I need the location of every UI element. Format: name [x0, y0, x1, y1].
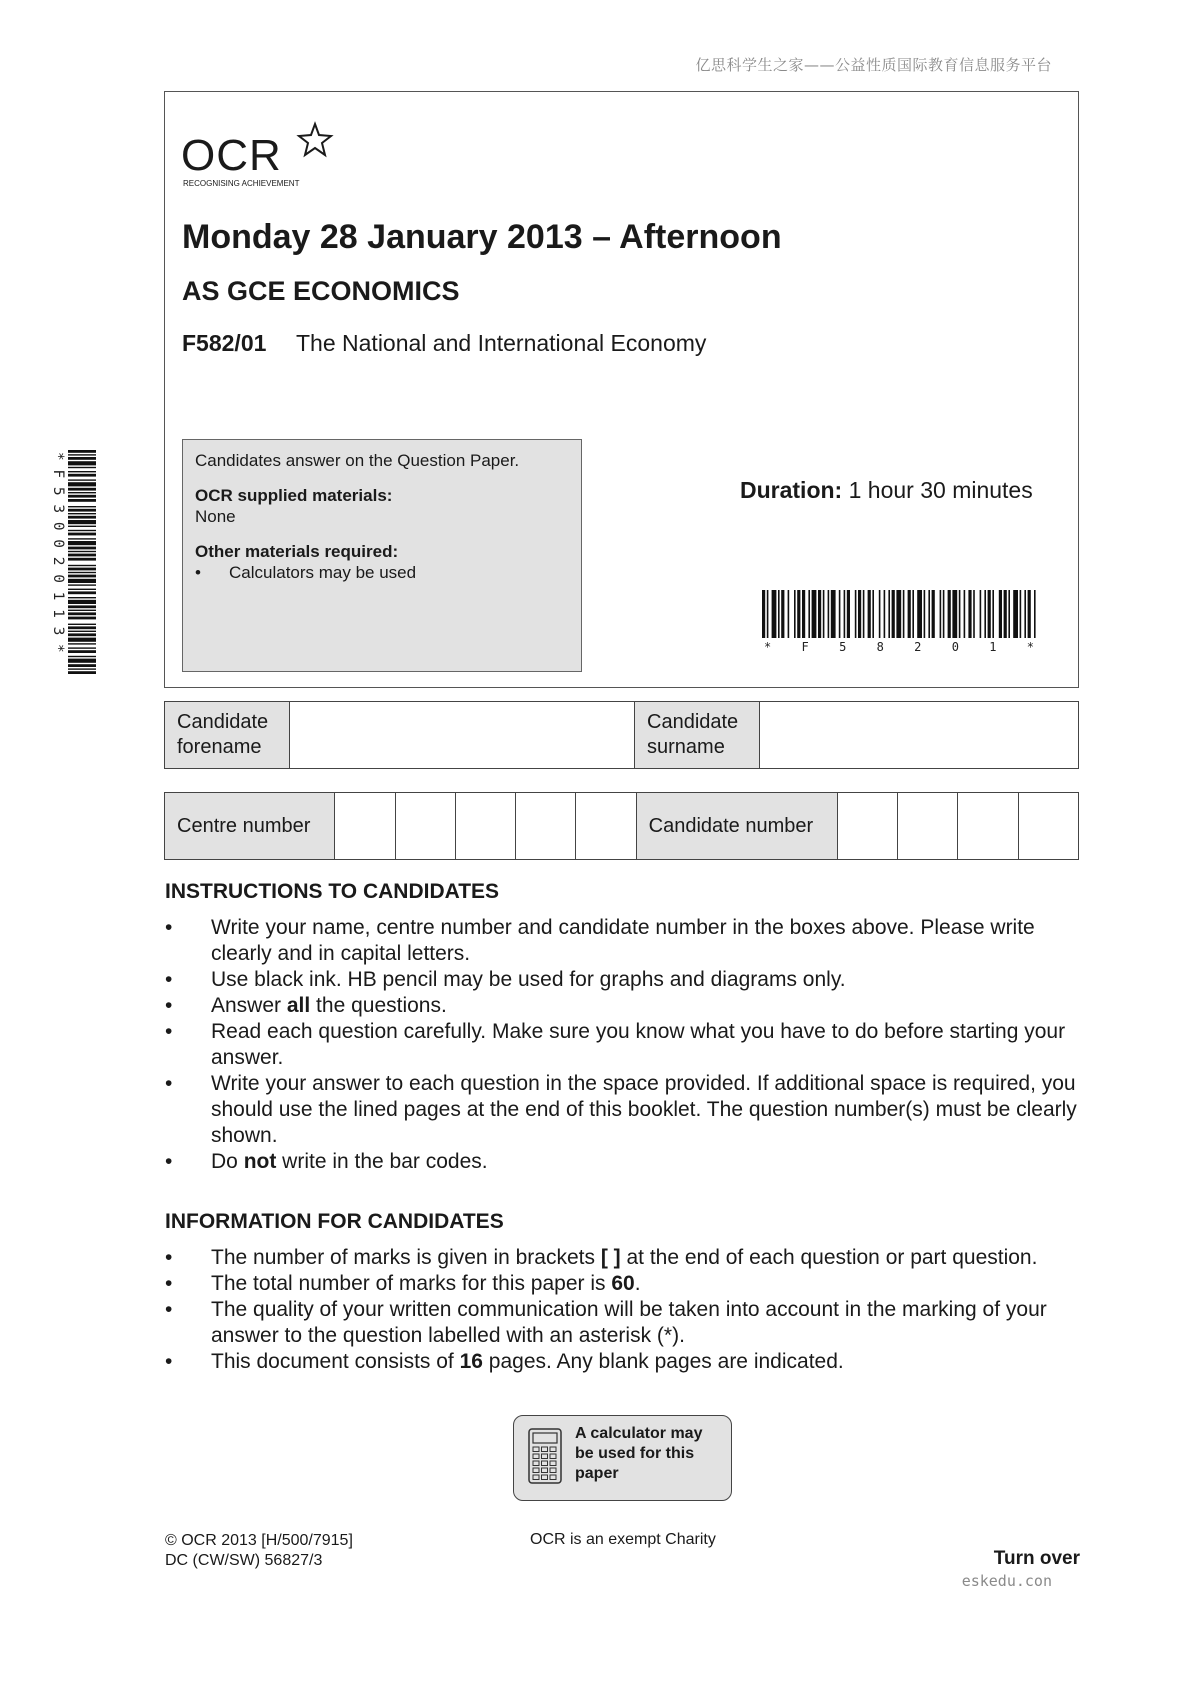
- materials-box: [182, 439, 582, 672]
- centre-number-box[interactable]: [576, 793, 636, 860]
- ocr-star-icon: [299, 124, 331, 155]
- duration: [740, 477, 1033, 504]
- list-item: • Do not write in the bar codes.: [165, 1150, 488, 1173]
- ocr-logo-text: OCR: [181, 131, 282, 180]
- list-item: • Answer all the questions.: [165, 994, 447, 1017]
- paper-title: The National and International Economy: [296, 330, 707, 356]
- duration-value: 1 hour 30 minutes: [848, 477, 1033, 503]
- information-heading: INFORMATION FOR CANDIDATES: [165, 1210, 504, 1233]
- charity-note: OCR is an exempt Charity: [530, 1531, 716, 1548]
- ocr-logo-tagline: RECOGNISING ACHIEVEMENT: [183, 179, 300, 188]
- list-item: • This document consists of 16 pages. Any blank pages are indicated.: [165, 1350, 844, 1373]
- other-materials-heading: Other materials required:: [195, 542, 399, 561]
- calculator-line-1: A calculator may: [575, 1425, 703, 1442]
- copyright: © OCR 2013 [H/500/7915]: [165, 1532, 353, 1549]
- candidate-number-label: Candidate number: [636, 793, 837, 860]
- list-item: • The number of marks is given in brackets [ ] at the end of each question or part question.: [165, 1246, 1038, 1269]
- duration-label: Duration:: [740, 477, 843, 503]
- footer-left: [165, 1531, 353, 1571]
- centre-number-box[interactable]: [516, 793, 576, 860]
- calculator-notice: [513, 1415, 732, 1501]
- exam-subject: AS GCE ECONOMICS: [182, 276, 460, 306]
- paper-code: F582/01: [182, 330, 267, 356]
- list-item: • Use black ink. HB pencil may be used for graphs and diagrams only.: [165, 968, 846, 991]
- forename-field[interactable]: [290, 702, 635, 769]
- other-materials-bullet: •: [195, 563, 201, 582]
- instructions-list: [165, 915, 1090, 1175]
- exam-date: Monday 28 January 2013 – Afternoon: [182, 218, 782, 256]
- paper-barcode: [760, 590, 1040, 652]
- turn-over: Turn over: [993, 1548, 1080, 1569]
- paper-barcode-text: * F 5 8 2 0 1 *: [764, 640, 1034, 652]
- supplied-materials-value: None: [195, 507, 236, 526]
- calculator-line-3: paper: [575, 1465, 619, 1482]
- side-barcode: [48, 450, 98, 676]
- document-ref: DC (CW/SW) 56827/3: [165, 1552, 323, 1569]
- centre-number-label: Centre number: [165, 793, 335, 860]
- list-item: • Write your answer to each question in the space provided. If additional space is required, you should use the lined pages at the end of this booklet. The question number(s) must be clearly shown.: [165, 1072, 1077, 1147]
- candidate-number-box[interactable]: [958, 793, 1018, 860]
- instructions-heading: INSTRUCTIONS TO CANDIDATES: [165, 880, 500, 903]
- list-item: • Write your name, centre number and candidate number in the boxes above. Please write clearly and in capital letters.: [165, 916, 1035, 965]
- other-materials-text: Calculators may be used: [229, 563, 417, 582]
- calculator-icon: [528, 1428, 562, 1484]
- surname-label: Candidate surname: [635, 702, 760, 769]
- candidate-number-box[interactable]: [837, 793, 897, 860]
- candidate-number-table: [164, 792, 1079, 860]
- candidate-name-table: [164, 701, 1079, 769]
- paper-barcode-bars: [762, 590, 1036, 638]
- side-barcode-text: * F 5 3 0 0 2 0 1 1 3 *: [50, 452, 66, 653]
- list-item: • Read each question carefully. Make sure you know what you have to do before starting your answer.: [165, 1020, 1066, 1069]
- list-item: • The total number of marks for this paper is 60.: [165, 1272, 641, 1295]
- information-list: [165, 1245, 1090, 1375]
- centre-number-box[interactable]: [455, 793, 515, 860]
- candidate-number-box[interactable]: [1018, 793, 1078, 860]
- answer-note: Candidates answer on the Question Paper.: [195, 451, 520, 470]
- ocr-logo: [181, 118, 351, 190]
- surname-field[interactable]: [760, 702, 1079, 769]
- supplied-materials-heading: OCR supplied materials:: [195, 486, 393, 505]
- centre-number-box[interactable]: [335, 793, 395, 860]
- side-barcode-bars: [68, 450, 96, 674]
- watermark-top: 亿思科学生之家——公益性质国际教育信息服务平台: [695, 56, 1052, 74]
- centre-number-box[interactable]: [395, 793, 455, 860]
- calculator-line-2: be used for this: [575, 1445, 695, 1462]
- watermark-bottom: eskedu.con: [961, 1572, 1052, 1590]
- candidate-number-box[interactable]: [898, 793, 958, 860]
- other-materials-item: [195, 562, 569, 583]
- list-item: • The quality of your written communication will be taken into account in the marking of your answer to the question labelled with an asterisk (*).: [165, 1298, 1047, 1347]
- forename-label: Candidate forename: [165, 702, 290, 769]
